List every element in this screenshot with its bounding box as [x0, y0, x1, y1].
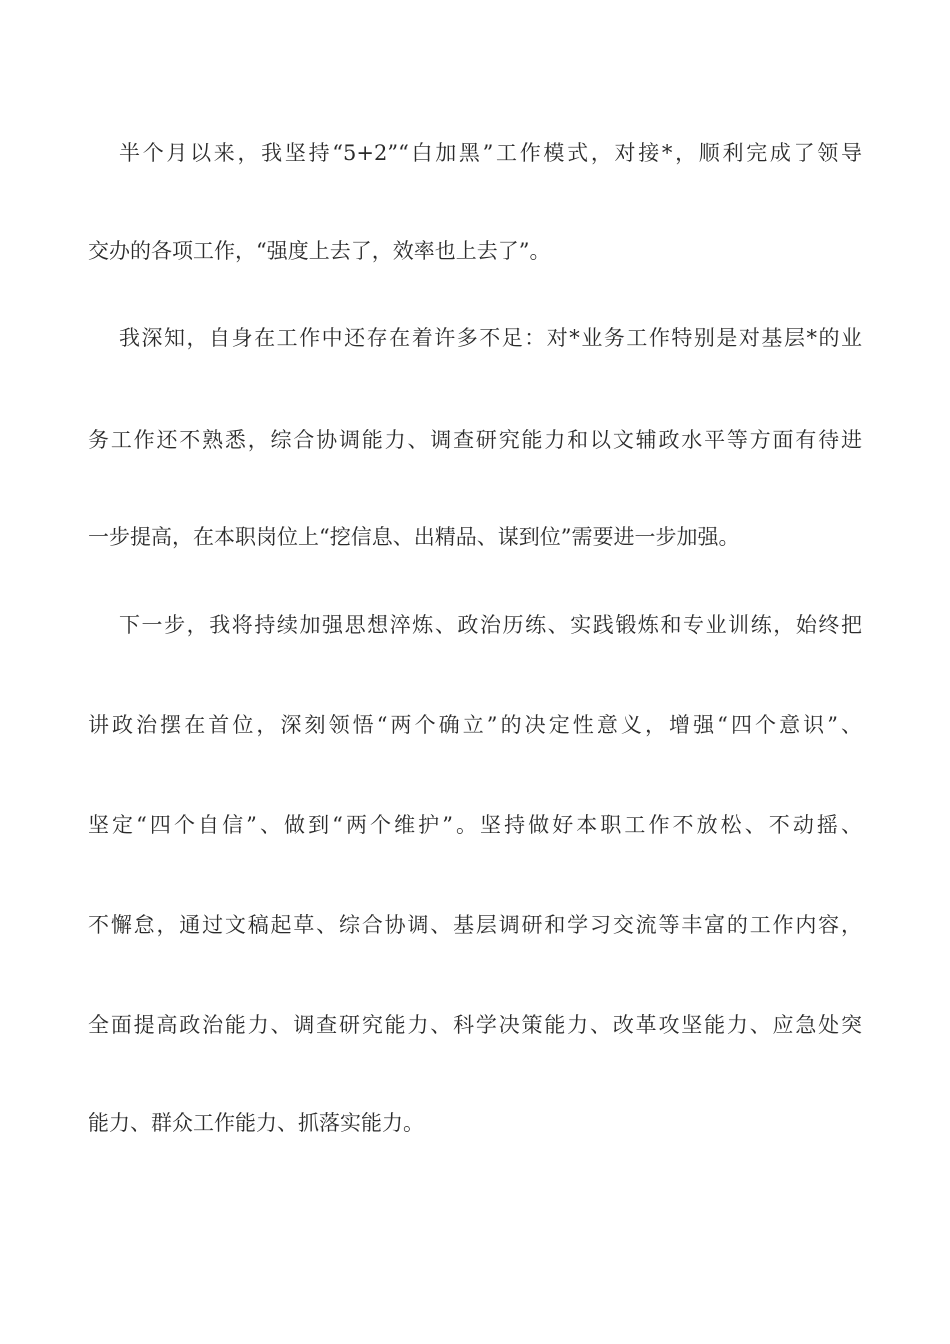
text-line: 全面提高政治能力、调查研究能力、科学决策能力、改革攻坚能力、应急处突 — [88, 1013, 862, 1037]
text-line: 能力、群众工作能力、抓落实能力。 — [88, 1111, 424, 1135]
text-line: 半个月以来，我坚持“5+2”“白加黑”工作模式，对接*，顺利完成了领导 — [119, 141, 862, 165]
text-line: 不懈怠，通过文稿起草、综合协调、基层调研和学习交流等丰富的工作内容， — [88, 913, 862, 937]
text-line: 我深知，自身在工作中还存在着许多不足：对*业务工作特别是对基层*的业 — [119, 326, 862, 350]
text-line: 交办的各项工作，“强度上去了，效率也上去了”。 — [88, 239, 551, 263]
text-line: 务工作还不熟悉，综合协调能力、调查研究能力和以文辅政水平等方面有待进 — [88, 428, 862, 452]
text-line: 坚定“四个自信”、做到“两个维护”。坚持做好本职工作不放松、不动摇、 — [88, 813, 862, 837]
text-line: 讲政治摆在首位，深刻领悟“两个确立”的决定性意义，增强“四个意识”、 — [88, 713, 862, 737]
text-line: 一步提高，在本职岗位上“挖信息、出精品、谋到位”需要进一步加强。 — [88, 525, 740, 549]
text-line: 下一步，我将持续加强思想淬炼、政治历练、实践锻炼和专业训练，始终把 — [119, 613, 862, 637]
